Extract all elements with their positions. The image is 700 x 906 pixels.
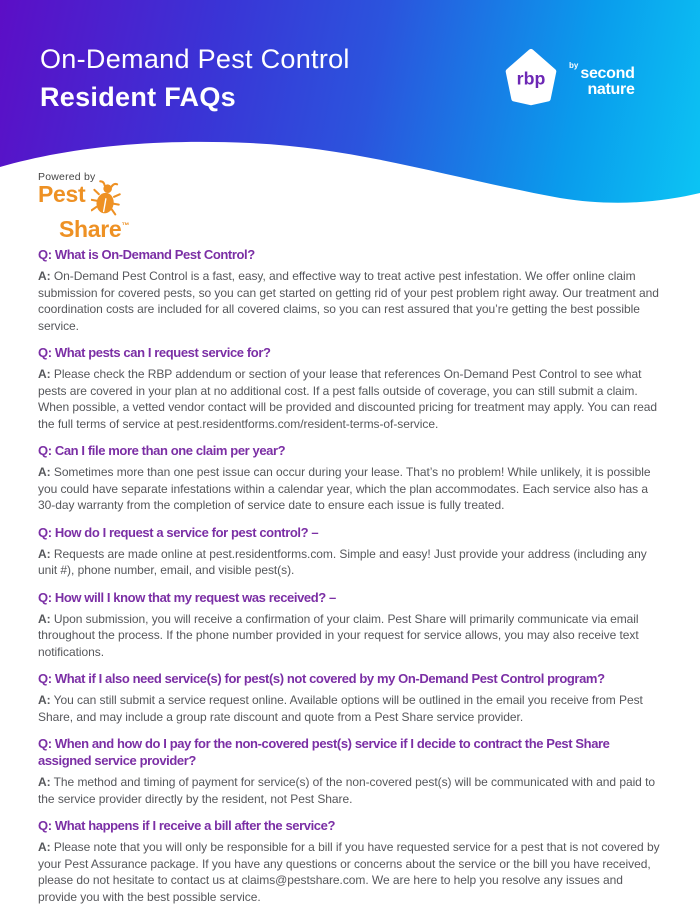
answer-prefix: A: xyxy=(38,367,51,381)
answer-text: Upon submission, you will receive a confirmation of your claim. Pest Share will primarily communicate via email throughout the process. If the phone number provided in your request for service allows, you may also receive text notifications. xyxy=(38,611,639,659)
faq-item xyxy=(38,735,664,807)
faq-answer xyxy=(38,366,664,432)
faq-item xyxy=(38,344,664,432)
faq-question: Q: What happens if I receive a bill after the service? xyxy=(38,818,336,833)
faq-question: Q: What if I also need service(s) for pest(s) not covered by my On-Demand Pest Control program? xyxy=(38,671,605,686)
faq-question: Q: Can I file more than one claim per year? xyxy=(38,443,286,458)
answer-text: The method and timing of payment for service(s) of the non-covered pest(s) will be communicated with and paid to the service provider directly by the resident, not Pest Share. xyxy=(38,775,656,806)
title-line1: On-Demand Pest Control xyxy=(40,44,350,74)
share-word: Share xyxy=(59,216,122,242)
powered-by-label: Powered by xyxy=(38,171,96,183)
faq-question: Q: What is On-Demand Pest Control? xyxy=(38,247,255,262)
by-label: by xyxy=(569,61,579,70)
faq-list xyxy=(0,230,700,905)
answer-text: Requests are made online at pest.residentforms.com. Simple and easy! Just provide your address (including any unit #), phone number, email, and visible pest(s). xyxy=(38,546,647,577)
brand-word-nature: nature xyxy=(587,81,635,98)
faq-answer xyxy=(38,464,664,514)
faq-answer xyxy=(38,611,664,661)
second-nature-logo xyxy=(569,61,635,96)
faq-question: Q: How do I request a service for pest control? – xyxy=(38,524,319,540)
pest-word: Pest xyxy=(38,181,86,207)
faq-answer xyxy=(38,692,664,725)
faq-item xyxy=(38,246,664,334)
pest-share-logo xyxy=(38,171,129,243)
faq-question: Q: How will I know that my request was received? – xyxy=(38,589,336,605)
rbp-logo-text: rbp xyxy=(516,68,546,89)
rbp-badge-icon xyxy=(501,48,561,108)
faq-answer xyxy=(38,546,664,579)
faq-item xyxy=(38,817,664,905)
faq-answer xyxy=(38,774,664,807)
share-row xyxy=(59,216,129,243)
faq-answer xyxy=(38,839,664,905)
faq-question: Q: When and how do I pay for the non-covered pest(s) service if I decide to contract the Pest Share assigned service provider? xyxy=(38,736,610,768)
faq-item xyxy=(38,524,664,579)
trademark-symbol: ™ xyxy=(121,221,130,230)
faq-item xyxy=(38,670,664,725)
page-title xyxy=(40,42,350,114)
brand-word-second: second xyxy=(580,65,635,82)
answer-prefix: A: xyxy=(38,775,51,789)
rbp-logo xyxy=(501,48,561,108)
answer-text: Please check the RBP addendum or section of your lease that references On-Demand Pest Control to see what pests are covered in your plan at no additional cost. If a pest falls outside of coverage, you can still submit a claim. When possible, a vetted vendor contact will be provided and discounted pricing for treatment may apply. You can read the full terms of service at pest.residentforms.com/resident-terms-of-service. xyxy=(38,367,658,431)
answer-prefix: A: xyxy=(38,269,51,283)
answer-prefix: A: xyxy=(38,611,51,626)
header-banner xyxy=(0,0,700,242)
brand-logos xyxy=(501,48,635,108)
answer-prefix: A: xyxy=(38,693,51,707)
faq-item xyxy=(38,589,664,661)
answer-text: Sometimes more than one pest issue can occur during your lease. That’s no problem! While unlikely, it is possible you could have separate infestations within a calendar year, which the plan accommodates. Each service also has a 30-day warranty from the completion of service date to ensure each issue is fully treated. xyxy=(38,465,651,512)
beetle-icon xyxy=(91,180,121,216)
answer-text: On-Demand Pest Control is a fast, easy, and effective way to treat active pest infestation. We offer online claim submission for covered pests, so you can get started on getting rid of your pest problem right away. Our treatment and coordination costs are included for all covered claims, so you can rest assured that you’re getting the best possible service. xyxy=(38,269,659,333)
answer-text: You can still submit a service request online. Available options will be outlined in the email you receive from Pest Share, and may include a group rate discount and quote from a Pest Share service provider. xyxy=(38,693,643,724)
answer-prefix: A: xyxy=(38,465,51,479)
answer-prefix: A: xyxy=(38,840,51,854)
answer-prefix: A: xyxy=(38,546,51,561)
faq-question: Q: What pests can I request service for? xyxy=(38,345,271,360)
faq-answer xyxy=(38,268,664,334)
faq-item xyxy=(38,442,664,514)
second-nature-line1 xyxy=(569,61,635,83)
answer-text: Please note that you will only be responsible for a bill if you have requested service for a pest that is not covered by your Pest Assurance package. If you have any questions or concerns about the service or the bill you have received, please do not hesitate to contact us at claims@pestshare.com. We are here to help you resolve any issues and provide you with the best possible service. xyxy=(38,840,660,904)
pest-share-row xyxy=(38,181,129,216)
title-line2: Resident FAQs xyxy=(40,82,236,112)
